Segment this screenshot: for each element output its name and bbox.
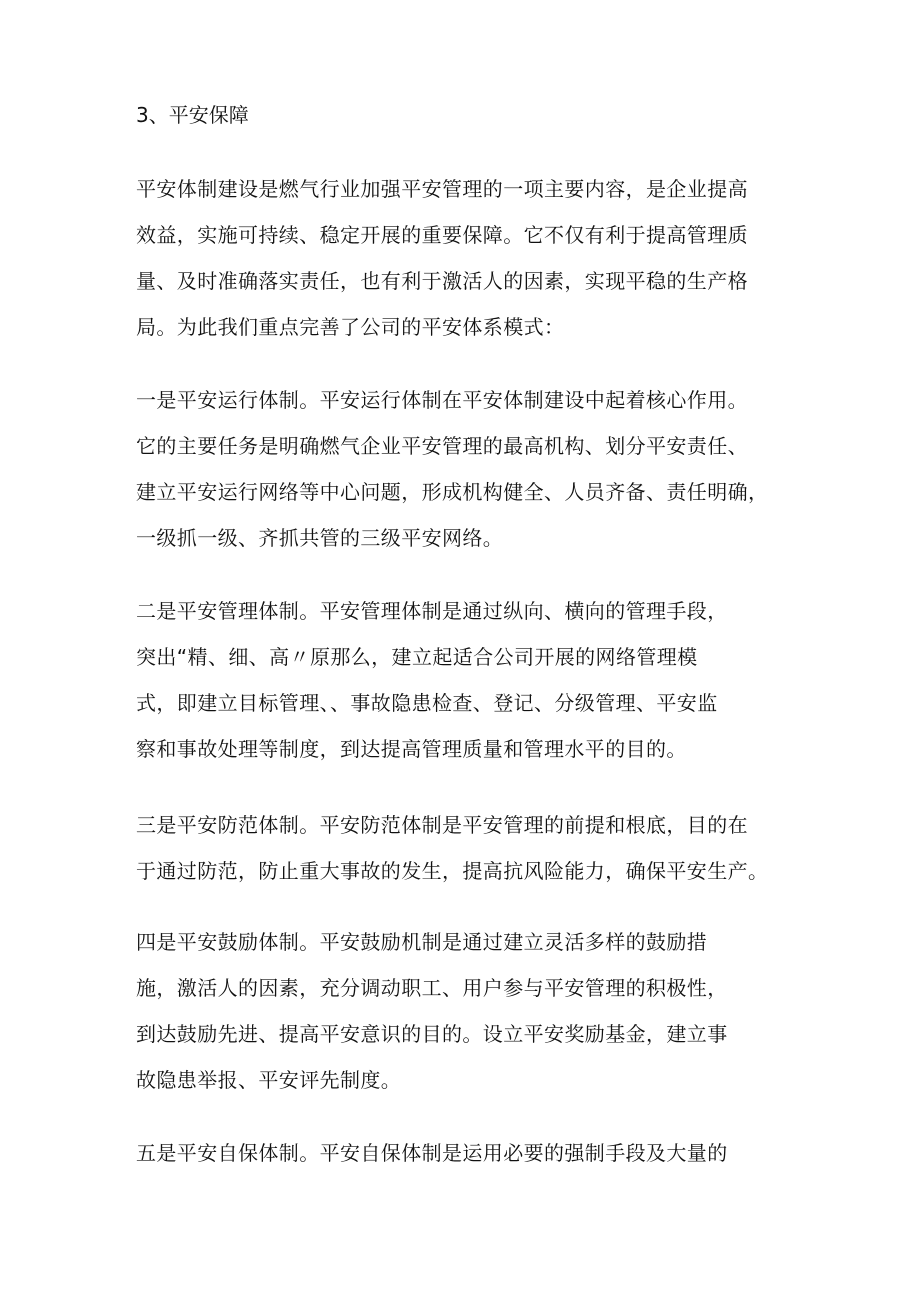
- text-line: 五是平安自保体制。平安自保体制是运用必要的强制手段及大量的: [136, 1141, 728, 1165]
- text-line: 局。为此我们重点完善了公司的平安体系模式：: [136, 315, 565, 339]
- text-line: 效益，实施可持续、稳定开展的重要保障。它不仅有利于提高管理质: [136, 223, 748, 247]
- text-line: 到达鼓励先进、提高平安意识的目的。设立平安奖励基金，建立事: [136, 1022, 728, 1046]
- section-heading: 3、平安保障: [136, 103, 249, 127]
- text-line: 三是平安防范体制。平安防范体制是平安管理的前提和根底，目的在: [136, 813, 748, 837]
- text-line: 察和事故处理等制度，到达提高管理质量和管理水平的目的。: [136, 737, 687, 761]
- text-line: 式，即建立目标管理、、事故隐患检查、登记、分级管理、平安监: [136, 691, 718, 715]
- text-line: 量、及时准确落实责任，也有利于激活人的因素，实现平稳的生产格: [136, 269, 748, 293]
- text-line: 四是平安鼓励体制。平安鼓励机制是通过建立灵活多样的鼓励措: [136, 930, 708, 954]
- text-line: 二是平安管理体制。平安管理体制是通过纵向、横向的管理手段，: [136, 599, 728, 623]
- text-line: 建立平安运行网络等中心问题，形成机构健全、人员齐备、责任明确，: [136, 480, 769, 504]
- text-line: 平安体制建设是燃气行业加强平安管理的一项主要内容，是企业提高: [136, 177, 748, 201]
- text-line: 于通过防范，防止重大事故的发生，提高抗风险能力，确保平安生产。: [136, 859, 769, 883]
- text-line: 一级抓一级、齐抓共管的三级平安网络。: [136, 526, 504, 550]
- text-line: 它的主要任务是明确燃气企业平安管理的最高机构、划分平安责任、: [136, 434, 748, 458]
- text-line: 一是平安运行体制。平安运行体制在平安体制建设中起着核心作用。: [136, 388, 748, 412]
- text-line: 突出“精、细、高〃原那么，建立起适合公司开展的网络管理模: [136, 645, 698, 669]
- text-line: 故隐患举报、平安评先制度。: [136, 1068, 402, 1092]
- text-line: 施，激活人的因素，充分调动职工、用户参与平安管理的积极性，: [136, 976, 728, 1000]
